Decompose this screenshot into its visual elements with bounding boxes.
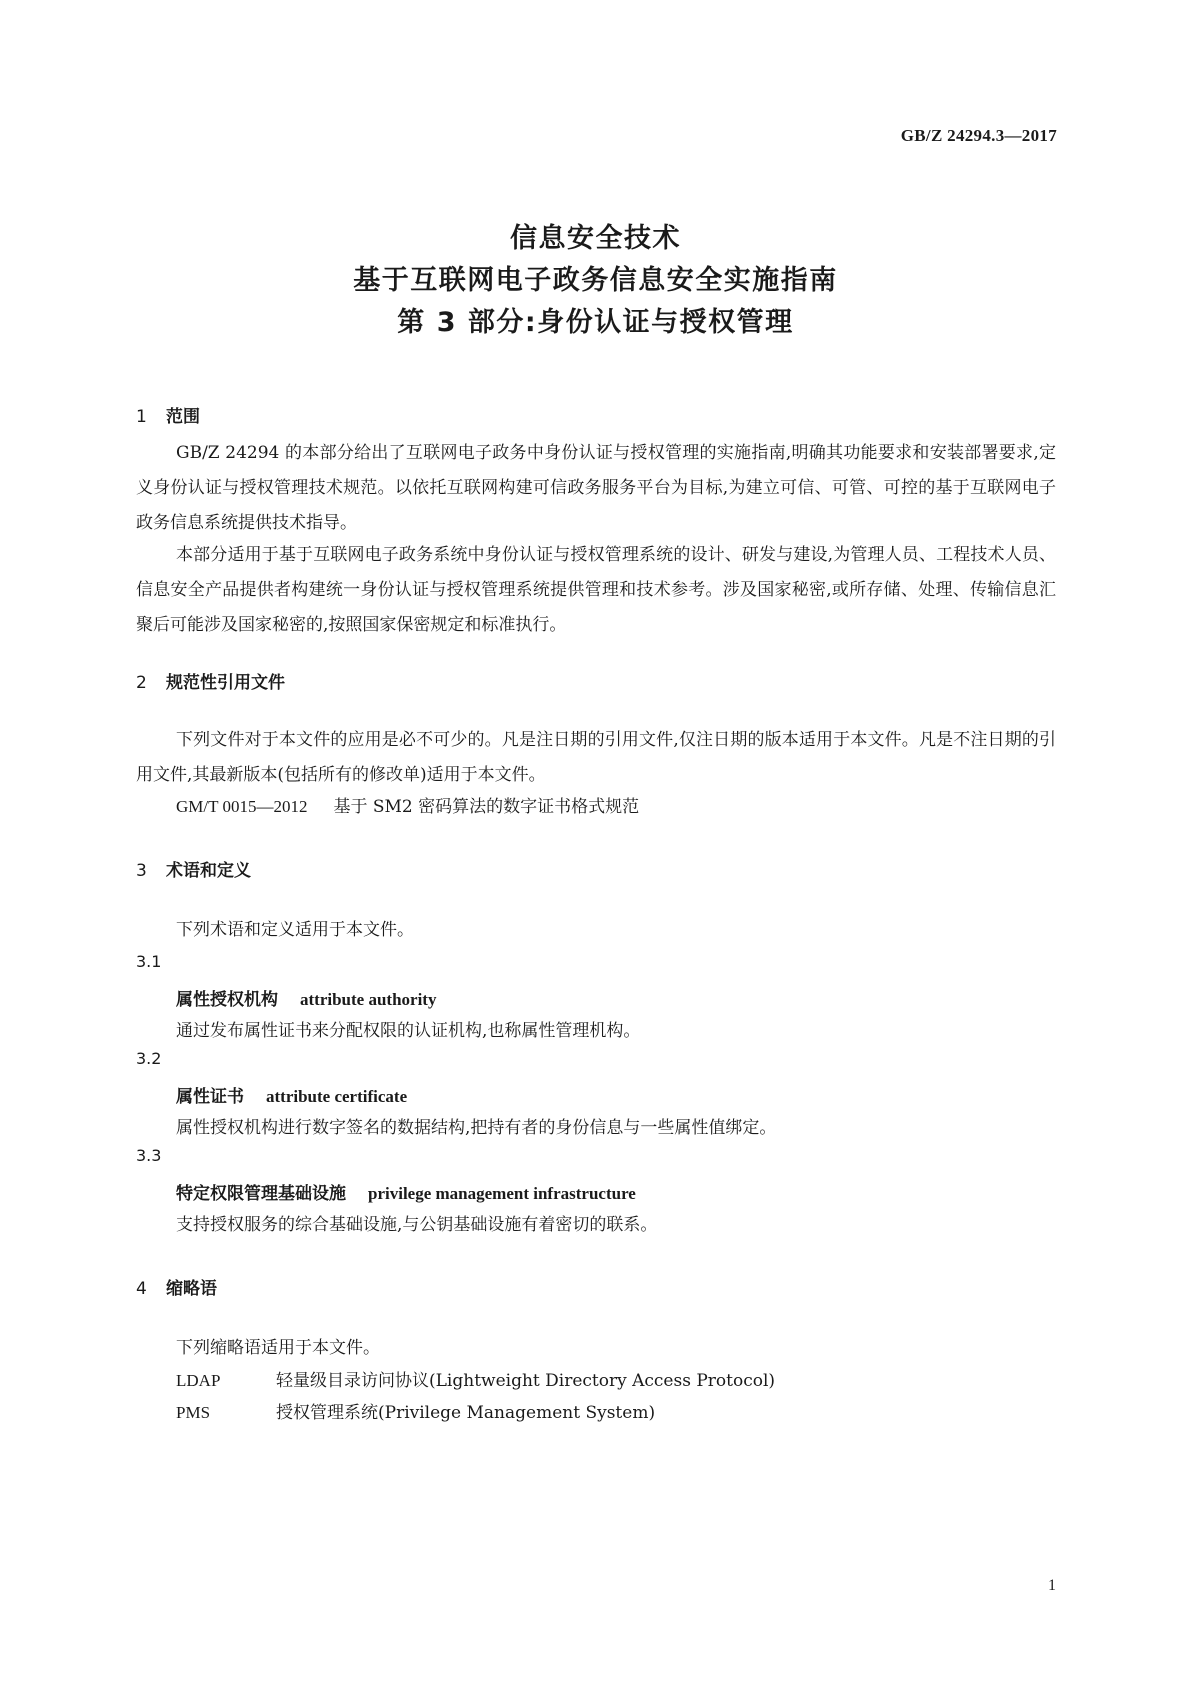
abbreviation-code: LDAP: [176, 1371, 221, 1390]
term-definition: 通过发布属性证书来分配权限的认证机构,也称属性管理机构。: [176, 1021, 641, 1041]
section-3-intro: 下列术语和定义适用于本文件。: [176, 920, 414, 940]
abbreviation-code: PMS: [176, 1403, 211, 1422]
standard-code: GB/Z 24294.3—2017: [900, 126, 1057, 145]
section-title: 缩略语: [166, 1279, 217, 1299]
reference-code: GM/T 0015—2012: [176, 797, 308, 816]
term-definition: 属性授权机构进行数字签名的数据结构,把持有者的身份信息与一些属性值绑定。: [176, 1118, 777, 1138]
term-name-zh: 特定权限管理基础设施: [176, 1184, 346, 1204]
abbreviation-desc: 轻量级目录访问协议(Lightweight Directory Access Protocol): [276, 1371, 776, 1391]
term-number: 3.2: [136, 1049, 162, 1068]
term-number: 3.1: [136, 952, 162, 971]
section-1-paragraph-1: GB/Z 24294 的本部分给出了互联网电子政务中身份认证与授权管理的实施指南,明确其功能要求和安装部署要求,定义身份认证与授权管理技术规范。以依托互联网构建可信政务服务平台为目标,为建立可信、可管、可控的基于互联网电子政务信息系统提供技术指导。: [136, 443, 1056, 533]
term-definition: 支持授权服务的综合基础设施,与公钥基础设施有着密切的联系。: [176, 1215, 658, 1235]
normative-reference: [176, 792, 639, 817]
section-1-heading: [136, 402, 200, 427]
section-number: 1: [136, 407, 147, 427]
term-name: [176, 1082, 407, 1107]
title-line-3: 第 3 部分:身份认证与授权管理: [397, 307, 794, 338]
abbreviation-item: [176, 1366, 775, 1391]
term-name-en: attribute certificate: [266, 1087, 408, 1106]
term-name-en: attribute authority: [300, 990, 437, 1009]
section-title: 规范性引用文件: [166, 673, 285, 693]
term-name-zh: 属性授权机构: [176, 990, 278, 1010]
section-number: 3: [136, 861, 147, 881]
page-number: 1: [1048, 1577, 1056, 1594]
term-name: [176, 985, 436, 1010]
section-4-intro: 下列缩略语适用于本文件。: [176, 1338, 380, 1358]
section-1-paragraph-2: 本部分适用于基于互联网电子政务系统中身份认证与授权管理系统的设计、研发与建设,为管理人员、工程技术人员、信息安全产品提供者构建统一身份认证与授权管理系统提供管理和技术参考。涉及国家秘密,或所存储、处理、传输信息汇聚后可能涉及国家秘密的,按照国家保密规定和标准执行。: [136, 545, 1056, 635]
section-2-paragraph: 下列文件对于本文件的应用是必不可少的。凡是注日期的引用文件,仅注日期的版本适用于本文件。凡是不注日期的引用文件,其最新版本(包括所有的修改单)适用于本文件。: [136, 730, 1056, 785]
section-4-heading: [136, 1274, 217, 1299]
abbreviation-desc: 授权管理系统(Privilege Management System): [276, 1403, 656, 1423]
term-name-en: privilege management infrastructure: [368, 1184, 636, 1203]
section-number: 4: [136, 1279, 147, 1299]
title-line-1: 信息安全技术: [510, 223, 681, 254]
term-number: 3.3: [136, 1146, 162, 1165]
section-title: 范围: [166, 407, 200, 427]
section-number: 2: [136, 673, 147, 693]
section-title: 术语和定义: [166, 861, 251, 881]
title-line-2: 基于互联网电子政务信息安全实施指南: [353, 265, 838, 296]
abbreviation-item: [176, 1398, 655, 1423]
section-3-heading: [136, 856, 251, 881]
term-name-zh: 属性证书: [176, 1087, 244, 1107]
reference-title: 基于 SM2 密码算法的数字证书格式规范: [333, 797, 640, 817]
term-name: [176, 1179, 636, 1204]
section-2-heading: [136, 668, 285, 693]
